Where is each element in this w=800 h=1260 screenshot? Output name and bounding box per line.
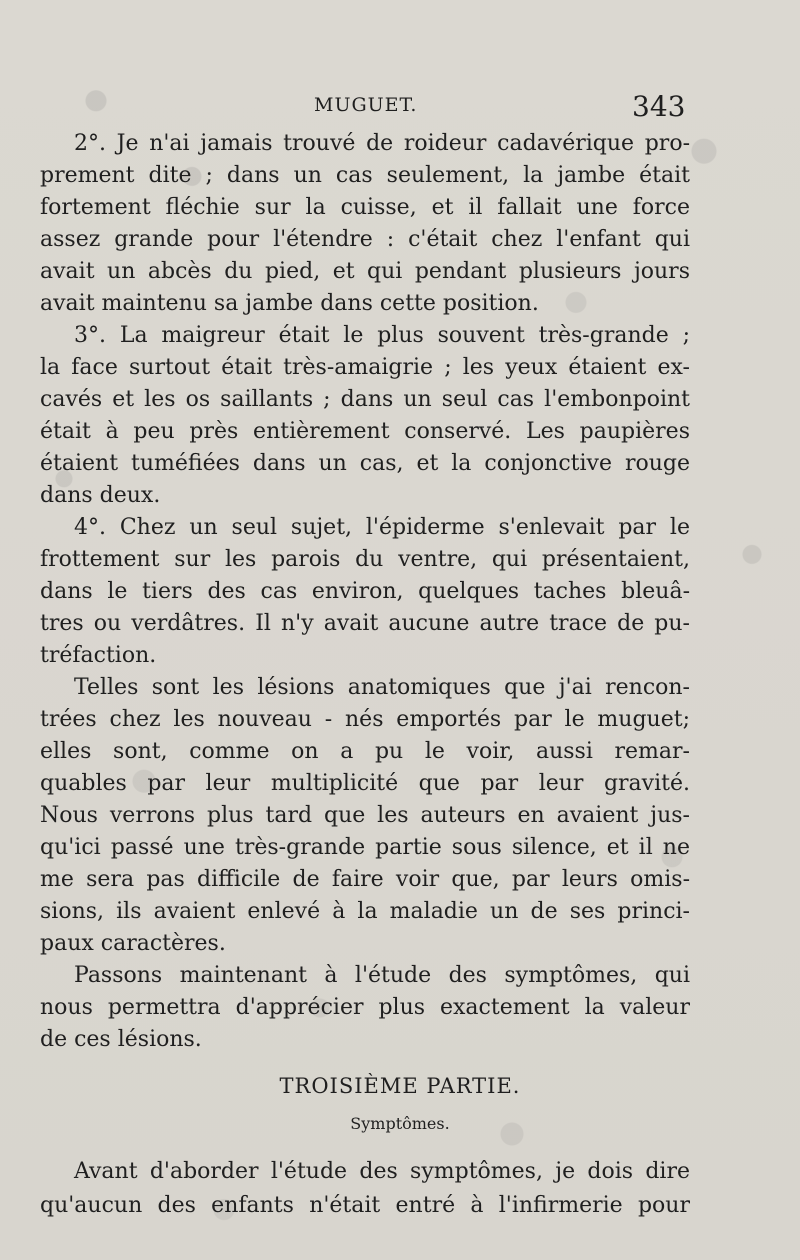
text-line: nous permettra d'apprécier plus exactement la valeur — [40, 995, 690, 1020]
body-text — [40, 128, 690, 1056]
text-line: dans le tiers des cas environ, quelques taches bleuâ- — [40, 579, 690, 604]
text-line: 2°. Je n'ai jamais trouvé de roideur cadavérique pro- — [74, 131, 690, 156]
text-line: trées chez les nouveau - nés emportés par le muguet; — [40, 707, 690, 732]
text-line: dans deux. — [40, 483, 161, 508]
text-line: fortement fléchie sur la cuisse, et il fallait une force — [40, 195, 690, 220]
text-line: frottement sur les parois du ventre, qui présentaient, — [40, 547, 690, 572]
section-subtitle: Symptômes. — [350, 1114, 450, 1133]
text-line: 4°. Chez un seul sujet, l'épiderme s'enlevait par le — [74, 515, 690, 540]
text-line: cavés et les os saillants ; dans un seul cas l'embonpoint — [40, 387, 690, 412]
following-text — [40, 1155, 690, 1223]
page-number: 343 — [632, 90, 686, 123]
text-line: tres ou verdâtres. Il n'y avait aucune autre trace de pu- — [40, 611, 690, 636]
text-line: la face surtout était très-amaigrie ; les yeux étaient ex- — [40, 355, 690, 380]
text-line: Passons maintenant à l'étude des symptômes, qui — [74, 963, 690, 988]
text-line: 3°. La maigreur était le plus souvent très-grande ; — [74, 323, 690, 348]
text-line: Avant d'aborder l'étude des symptômes, je dois dire — [74, 1159, 690, 1184]
text-line: avait un abcès du pied, et qui pendant plusieurs jours — [40, 259, 690, 284]
text-line: paux caractères. — [40, 931, 226, 956]
text-line: était à peu près entièrement conservé. Les paupières — [40, 419, 690, 444]
text-line: avait maintenu sa jambe dans cette position. — [40, 291, 539, 316]
text-line: elles sont, comme on a pu le voir, aussi remar- — [40, 739, 690, 764]
text-line: sions, ils avaient enlevé à la maladie un de ses princi- — [40, 899, 690, 924]
text-line: tréfaction. — [40, 643, 157, 668]
page-header — [0, 90, 800, 124]
text-line: qu'aucun des enfants n'était entré à l'infirmerie pour — [40, 1193, 690, 1218]
text-line: étaient tuméfiées dans un cas, et la conjonctive rouge — [40, 451, 690, 476]
text-line: quables par leur multiplicité que par leur gravité. — [40, 771, 690, 796]
text-line: Telles sont les lésions anatomiques que j'ai rencon- — [74, 675, 690, 700]
section-title: TROISIÈME PARTIE. — [279, 1074, 521, 1098]
text-line: Nous verrons plus tard que les auteurs en avaient jus- — [40, 803, 690, 828]
text-line: assez grande pour l'étendre : c'était chez l'enfant qui — [40, 227, 690, 252]
text-line: qu'ici passé une très-grande partie sous silence, et il ne — [40, 835, 690, 860]
text-line: de ces lésions. — [40, 1027, 202, 1052]
running-head: MUGUET. — [314, 94, 418, 116]
text-line: prement dite ; dans un cas seulement, la jambe était — [40, 163, 690, 188]
text-line: me sera pas difficile de faire voir que, par leurs omis- — [40, 867, 690, 892]
